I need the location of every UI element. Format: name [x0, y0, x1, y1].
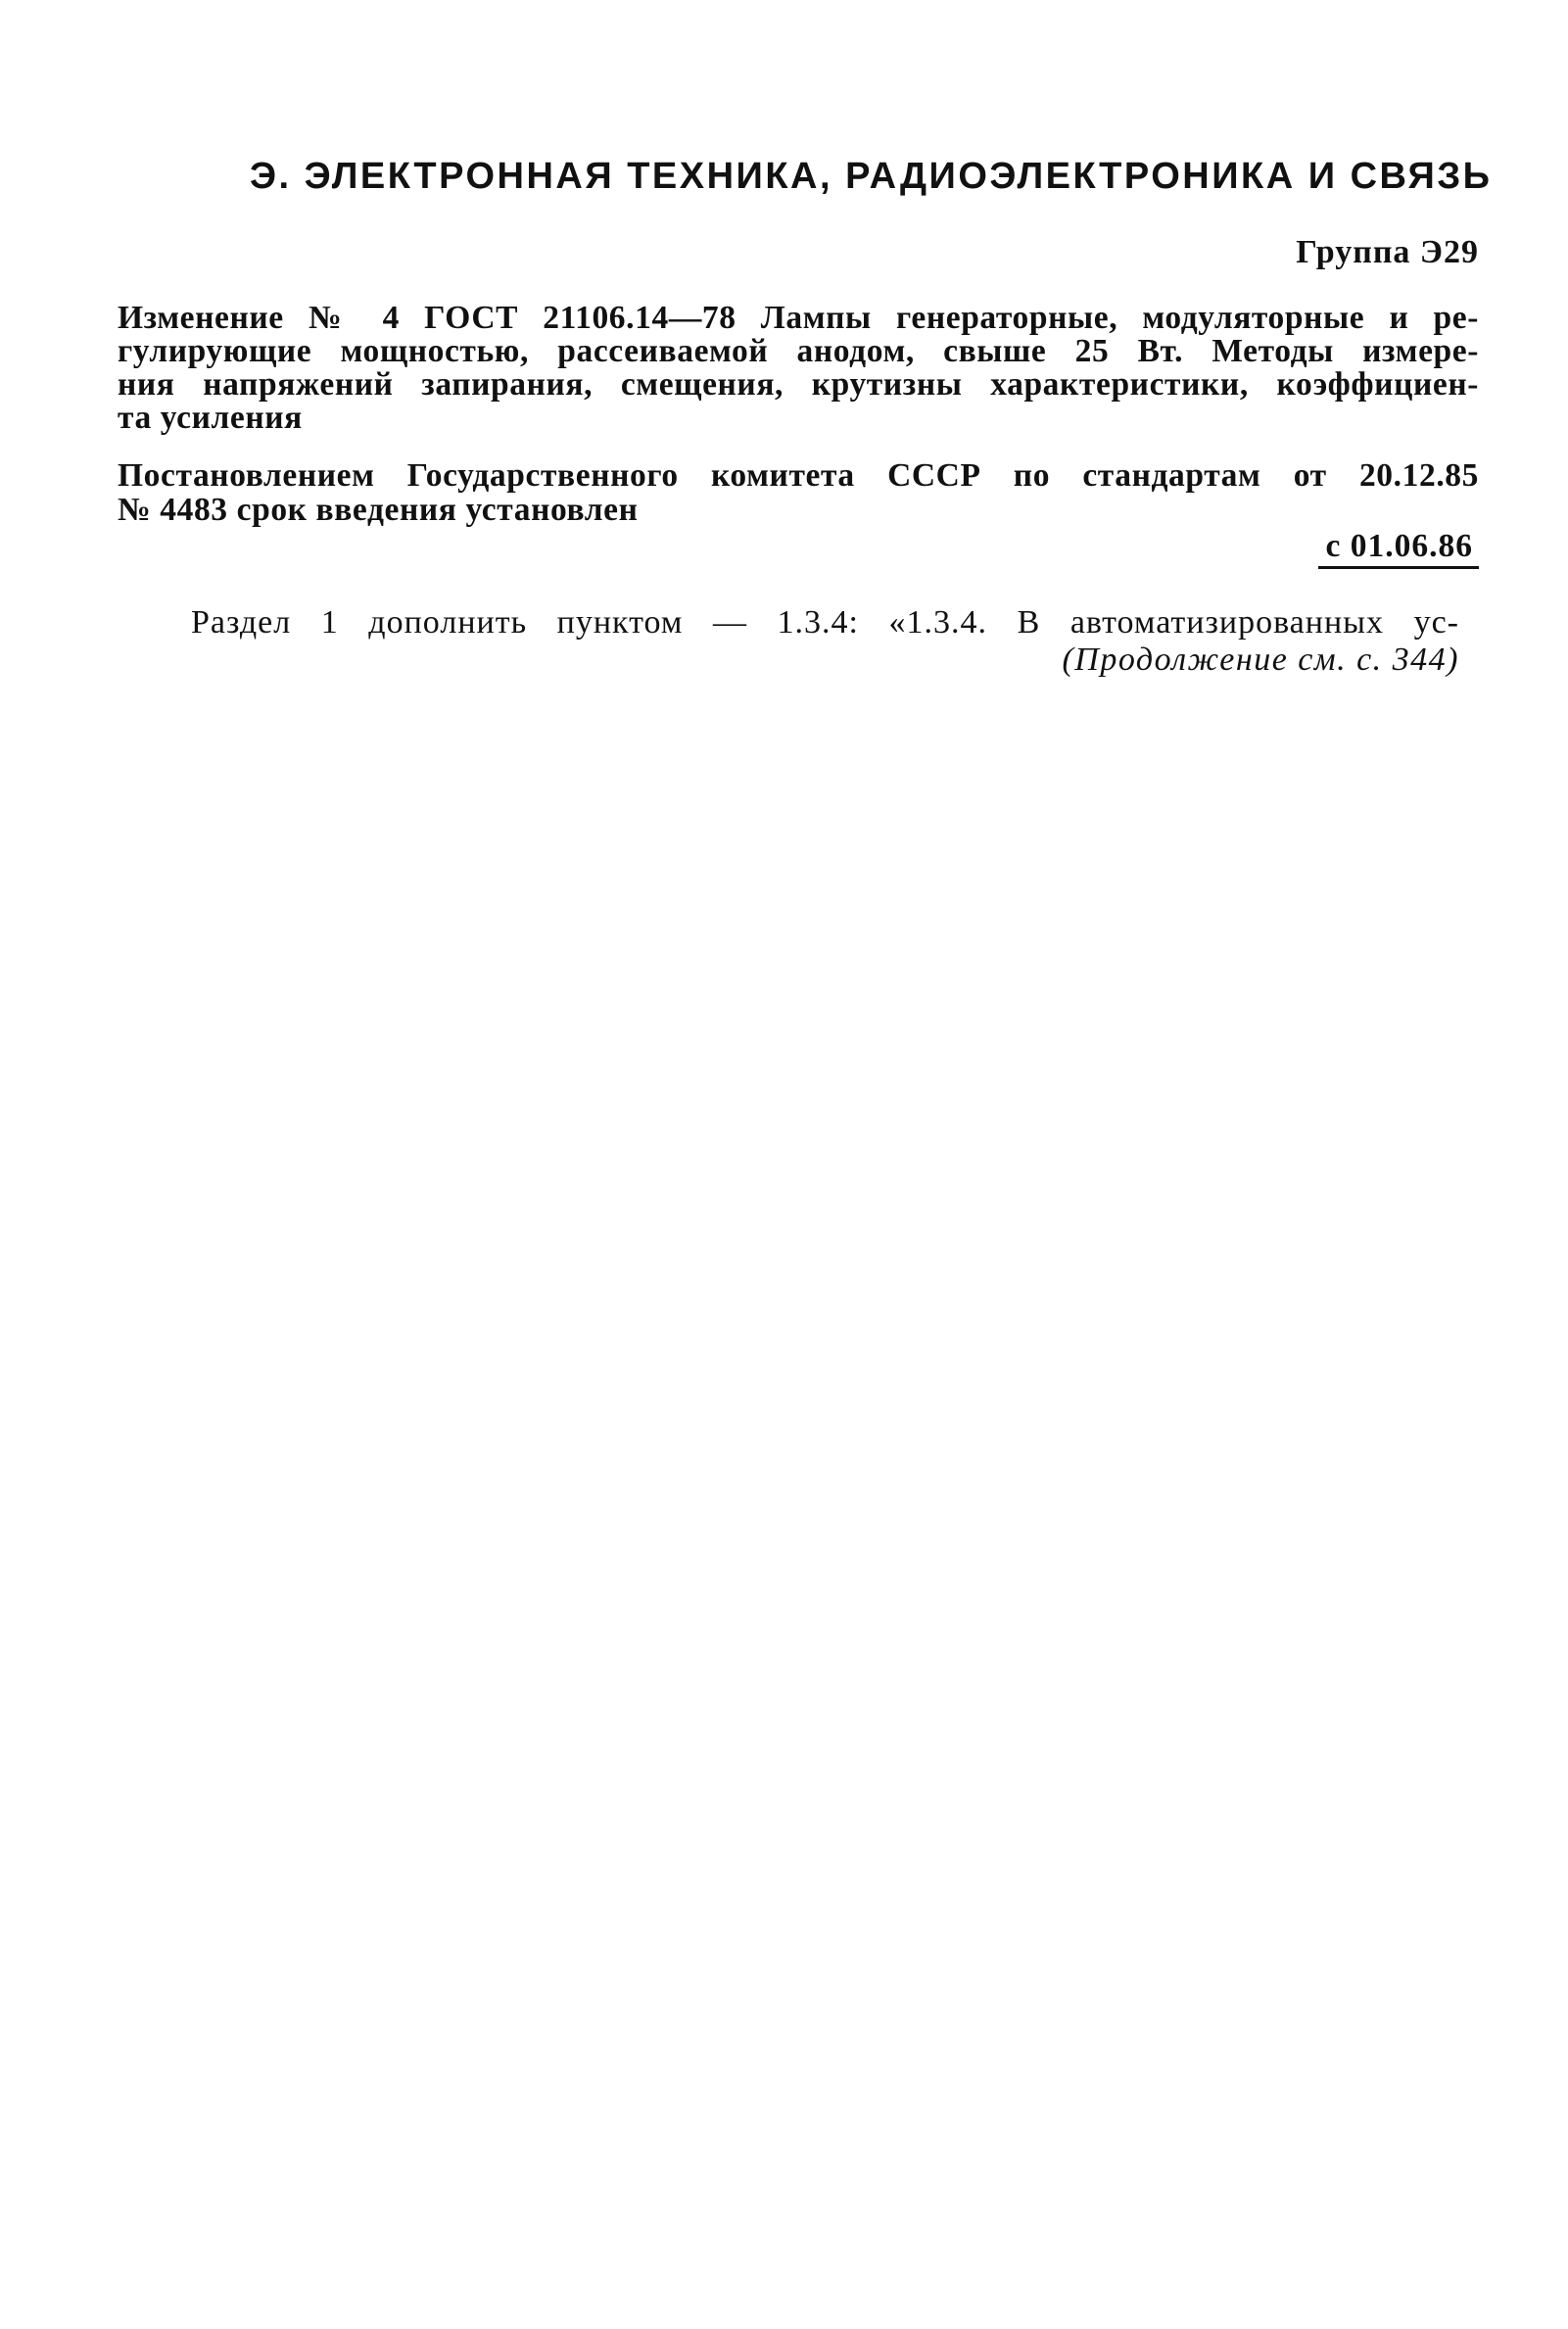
change-notice-line: ния напряжений запирания, смещения, крутизны характеристики, коэффициен-	[118, 366, 1479, 403]
change-notice	[118, 302, 1479, 435]
decree-statement	[118, 458, 1479, 527]
decree-line: № 4483 срок введения установлен	[118, 492, 639, 528]
change-notice-line: гулирующие мощностью, рассеиваемой анодом, свыше 25 Вт. Методы измере-	[118, 333, 1479, 369]
section-title: Э. ЭЛЕКТРОННАЯ ТЕХНИКА, РАДИОЭЛЕКТРОНИКА И СВЯЗЬ	[250, 156, 1493, 197]
change-notice-line: та усиления	[118, 400, 303, 436]
effective-date: с 01.06.86	[1318, 527, 1480, 569]
change-notice-line: Изменение № 4 ГОСТ 21106.14—78 Лампы генераторные, модуляторные и ре-	[118, 300, 1479, 336]
decree-line: Постановлением Государственного комитета СССР по стандартам от 20.12.85	[118, 457, 1479, 494]
document-page	[118, 0, 1493, 2329]
group-label: Группа Э29	[1296, 234, 1479, 270]
continuation-note: (Продолжение см. с. 344)	[1062, 642, 1459, 678]
body-text: Раздел 1 дополнить пунктом — 1.3.4: «1.3.4. В автоматизированных ус-	[191, 604, 1459, 641]
